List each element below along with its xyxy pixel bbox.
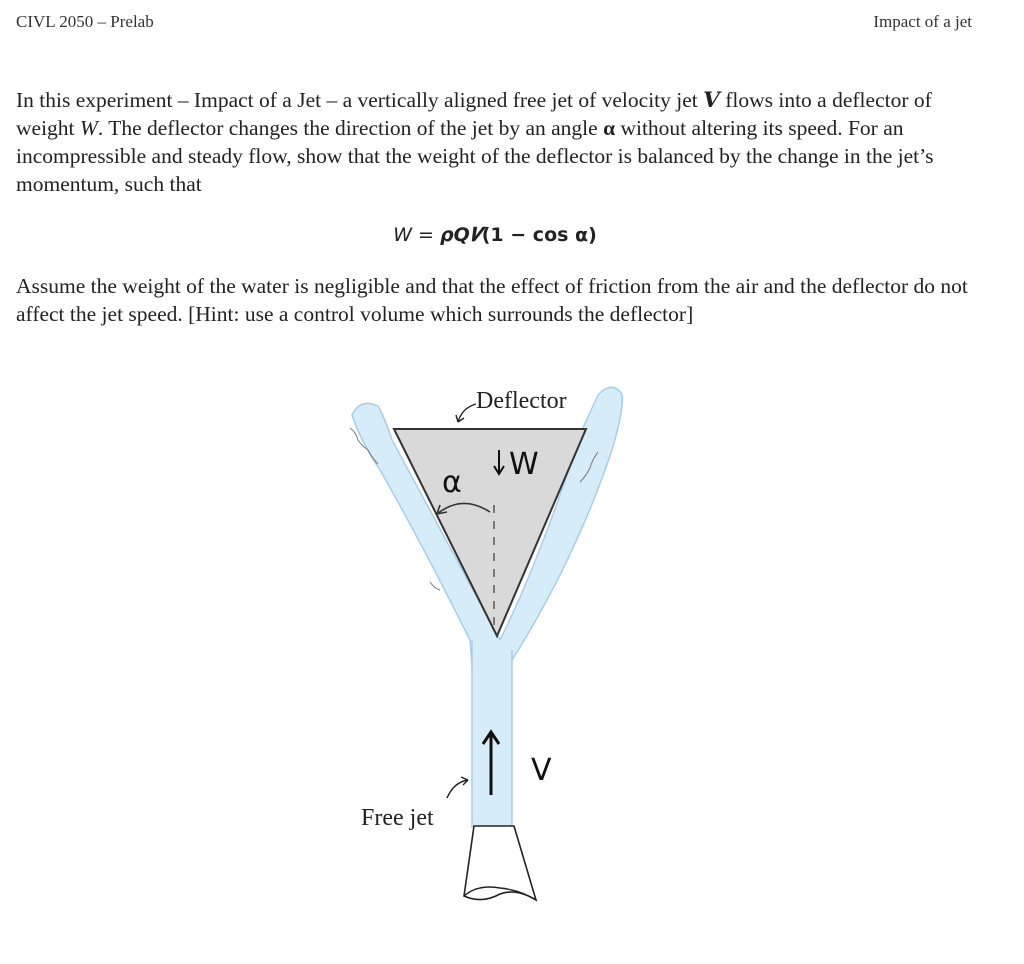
deflector-label: Deflector: [476, 388, 567, 414]
alpha-symbol: α: [603, 116, 616, 140]
intro-text-1: In this experiment – Impact of a Jet – a vertically aligned free jet of velocity jet: [16, 88, 704, 112]
intro-text-4: without altering its speed. For an incompressible and steady flow, show that the weight of the deflector is balanced by the change in the jet’s momentum, such that: [16, 116, 934, 196]
weight-symbol: W: [79, 116, 98, 140]
intro-paragraph: [16, 86, 976, 198]
weight-label: W: [509, 447, 539, 482]
assumption-paragraph: Assume the weight of the water is negligible and that the effect of friction from the air and the deflector do not affect the jet speed. [Hint: use a control volume which surrounds the deflector]: [16, 274, 968, 326]
velocity-symbol: 𝑽: [703, 88, 720, 112]
intro-text-3: . The deflector changes the direction of the jet by an angle: [97, 116, 604, 140]
header-course: CIVL 2050 – Prelab: [16, 12, 154, 31]
header-topic: Impact of a jet: [873, 12, 972, 31]
intro-text-2: flows into a deflector of weight: [16, 88, 932, 140]
equation-equals: =: [412, 224, 440, 246]
angle-label: α: [442, 465, 462, 500]
deflector-leader-arrow: [458, 404, 476, 422]
equation-rhs-term: (1 − cos α): [481, 224, 597, 246]
momentum-equation: [0, 224, 990, 246]
equation-lhs: W: [393, 224, 412, 246]
velocity-label: V: [531, 753, 552, 788]
free-jet-label: Free jet: [361, 805, 434, 831]
jet-deflector-diagram: [0, 360, 1024, 964]
equation-rhs-variables: ρQ𝑽: [440, 224, 482, 246]
